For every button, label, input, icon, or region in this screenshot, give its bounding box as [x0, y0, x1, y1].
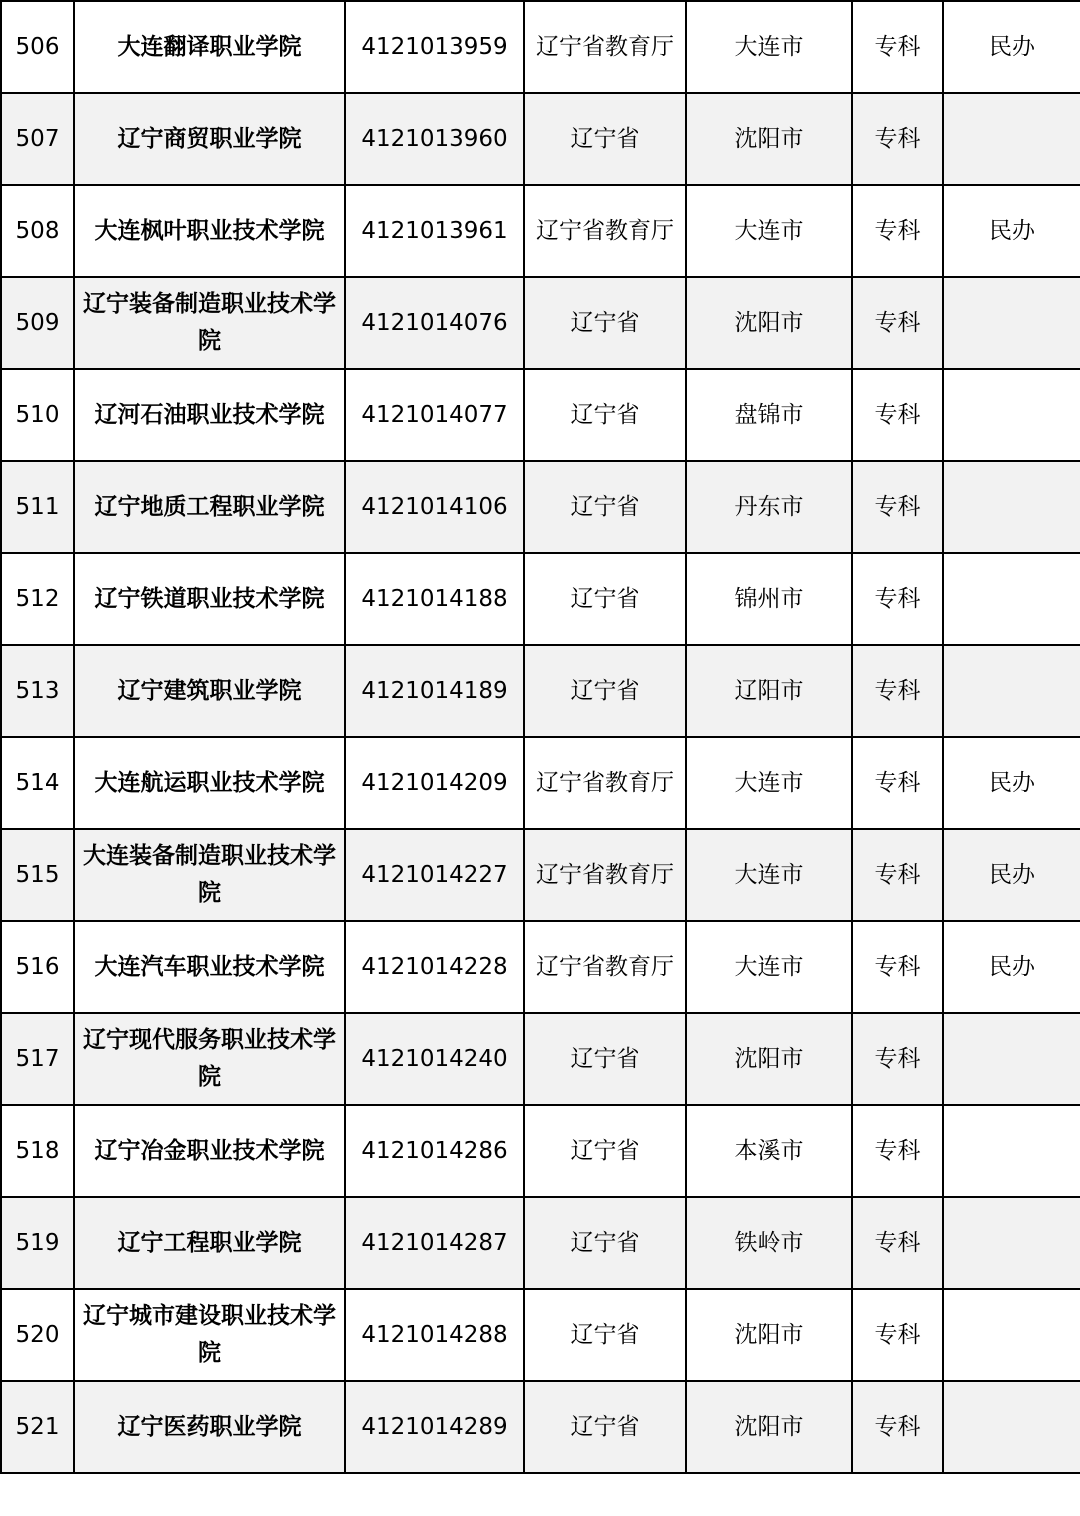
- note-cell: [943, 645, 1080, 737]
- row-number-cell: 518: [1, 1105, 74, 1197]
- note-cell: [943, 553, 1080, 645]
- school-name-cell: 辽宁医药职业学院: [74, 1381, 345, 1473]
- authority-cell: 辽宁省教育厅: [524, 921, 686, 1013]
- authority-cell: 辽宁省: [524, 1289, 686, 1381]
- row-number-cell: 516: [1, 921, 74, 1013]
- table-row: [1, 1289, 1080, 1381]
- note-cell: 民办: [943, 829, 1080, 921]
- level-cell: 专科: [852, 1381, 943, 1473]
- city-cell: 锦州市: [686, 553, 852, 645]
- table-row: [1, 737, 1080, 829]
- city-cell: 大连市: [686, 921, 852, 1013]
- note-cell: [943, 1105, 1080, 1197]
- level-cell: 专科: [852, 461, 943, 553]
- table-row: [1, 921, 1080, 1013]
- school-code-cell: 4121014287: [345, 1197, 524, 1289]
- note-cell: [943, 369, 1080, 461]
- school-code-cell: 4121014288: [345, 1289, 524, 1381]
- school-code-cell: 4121014289: [345, 1381, 524, 1473]
- table-row: [1, 277, 1080, 369]
- table-row: [1, 1, 1080, 93]
- table-row: [1, 553, 1080, 645]
- authority-cell: 辽宁省: [524, 645, 686, 737]
- school-code-cell: 4121014189: [345, 645, 524, 737]
- authority-cell: 辽宁省: [524, 277, 686, 369]
- school-name-cell: 大连翻译职业学院: [74, 1, 345, 93]
- table-row: [1, 1197, 1080, 1289]
- city-cell: 大连市: [686, 1, 852, 93]
- authority-cell: 辽宁省: [524, 461, 686, 553]
- school-code-cell: 4121014209: [345, 737, 524, 829]
- row-number-cell: 506: [1, 1, 74, 93]
- authority-cell: 辽宁省教育厅: [524, 185, 686, 277]
- school-name-cell: 辽宁工程职业学院: [74, 1197, 345, 1289]
- city-cell: 沈阳市: [686, 1289, 852, 1381]
- level-cell: 专科: [852, 185, 943, 277]
- city-cell: 沈阳市: [686, 277, 852, 369]
- table-row: [1, 1105, 1080, 1197]
- school-name-cell: 辽宁铁道职业技术学院: [74, 553, 345, 645]
- table-body: [1, 1, 1080, 1473]
- city-cell: 沈阳市: [686, 93, 852, 185]
- authority-cell: 辽宁省: [524, 553, 686, 645]
- note-cell: 民办: [943, 185, 1080, 277]
- level-cell: 专科: [852, 737, 943, 829]
- table-row: [1, 645, 1080, 737]
- city-cell: 大连市: [686, 737, 852, 829]
- level-cell: 专科: [852, 277, 943, 369]
- authority-cell: 辽宁省教育厅: [524, 737, 686, 829]
- school-code-cell: 4121014228: [345, 921, 524, 1013]
- note-cell: [943, 1197, 1080, 1289]
- school-name-cell: 辽宁商贸职业学院: [74, 93, 345, 185]
- row-number-cell: 517: [1, 1013, 74, 1105]
- school-name-cell: 辽宁装备制造职业技术学院: [74, 277, 345, 369]
- note-cell: 民办: [943, 737, 1080, 829]
- city-cell: 丹东市: [686, 461, 852, 553]
- authority-cell: 辽宁省教育厅: [524, 1, 686, 93]
- table-row: [1, 1013, 1080, 1105]
- school-name-cell: 大连枫叶职业技术学院: [74, 185, 345, 277]
- authority-cell: 辽宁省: [524, 369, 686, 461]
- level-cell: 专科: [852, 1197, 943, 1289]
- city-cell: 沈阳市: [686, 1013, 852, 1105]
- row-number-cell: 521: [1, 1381, 74, 1473]
- school-code-cell: 4121013959: [345, 1, 524, 93]
- authority-cell: 辽宁省: [524, 1105, 686, 1197]
- city-cell: 辽阳市: [686, 645, 852, 737]
- city-cell: 沈阳市: [686, 1381, 852, 1473]
- note-cell: [943, 1289, 1080, 1381]
- row-number-cell: 507: [1, 93, 74, 185]
- note-cell: [943, 1013, 1080, 1105]
- note-cell: 民办: [943, 921, 1080, 1013]
- school-name-cell: 大连汽车职业技术学院: [74, 921, 345, 1013]
- row-number-cell: 520: [1, 1289, 74, 1381]
- level-cell: 专科: [852, 1, 943, 93]
- row-number-cell: 515: [1, 829, 74, 921]
- note-cell: [943, 277, 1080, 369]
- school-name-cell: 辽宁城市建设职业技术学院: [74, 1289, 345, 1381]
- row-number-cell: 509: [1, 277, 74, 369]
- school-name-cell: 大连装备制造职业技术学院: [74, 829, 345, 921]
- row-number-cell: 512: [1, 553, 74, 645]
- school-name-cell: 大连航运职业技术学院: [74, 737, 345, 829]
- level-cell: 专科: [852, 829, 943, 921]
- row-number-cell: 519: [1, 1197, 74, 1289]
- level-cell: 专科: [852, 369, 943, 461]
- school-name-cell: 辽河石油职业技术学院: [74, 369, 345, 461]
- level-cell: 专科: [852, 1013, 943, 1105]
- school-code-cell: 4121014227: [345, 829, 524, 921]
- row-number-cell: 513: [1, 645, 74, 737]
- note-cell: [943, 461, 1080, 553]
- note-cell: 民办: [943, 1, 1080, 93]
- table-row: [1, 369, 1080, 461]
- table-row: [1, 1381, 1080, 1473]
- city-cell: 大连市: [686, 185, 852, 277]
- table-row: [1, 461, 1080, 553]
- level-cell: 专科: [852, 921, 943, 1013]
- row-number-cell: 508: [1, 185, 74, 277]
- school-name-cell: 辽宁地质工程职业学院: [74, 461, 345, 553]
- level-cell: 专科: [852, 645, 943, 737]
- school-code-cell: 4121014106: [345, 461, 524, 553]
- school-name-cell: 辽宁现代服务职业技术学院: [74, 1013, 345, 1105]
- school-code-cell: 4121014077: [345, 369, 524, 461]
- school-code-cell: 4121013960: [345, 93, 524, 185]
- city-cell: 大连市: [686, 829, 852, 921]
- note-cell: [943, 1381, 1080, 1473]
- school-code-cell: 4121013961: [345, 185, 524, 277]
- school-name-cell: 辽宁冶金职业技术学院: [74, 1105, 345, 1197]
- authority-cell: 辽宁省教育厅: [524, 829, 686, 921]
- row-number-cell: 511: [1, 461, 74, 553]
- level-cell: 专科: [852, 553, 943, 645]
- school-code-cell: 4121014240: [345, 1013, 524, 1105]
- row-number-cell: 510: [1, 369, 74, 461]
- school-code-cell: 4121014076: [345, 277, 524, 369]
- level-cell: 专科: [852, 1289, 943, 1381]
- authority-cell: 辽宁省: [524, 93, 686, 185]
- note-cell: [943, 93, 1080, 185]
- city-cell: 铁岭市: [686, 1197, 852, 1289]
- level-cell: 专科: [852, 93, 943, 185]
- school-code-cell: 4121014188: [345, 553, 524, 645]
- city-cell: 本溪市: [686, 1105, 852, 1197]
- city-cell: 盘锦市: [686, 369, 852, 461]
- authority-cell: 辽宁省: [524, 1013, 686, 1105]
- row-number-cell: 514: [1, 737, 74, 829]
- table-row: [1, 93, 1080, 185]
- school-code-cell: 4121014286: [345, 1105, 524, 1197]
- authority-cell: 辽宁省: [524, 1197, 686, 1289]
- table-row: [1, 829, 1080, 921]
- table-row: [1, 185, 1080, 277]
- authority-cell: 辽宁省: [524, 1381, 686, 1473]
- level-cell: 专科: [852, 1105, 943, 1197]
- school-name-cell: 辽宁建筑职业学院: [74, 645, 345, 737]
